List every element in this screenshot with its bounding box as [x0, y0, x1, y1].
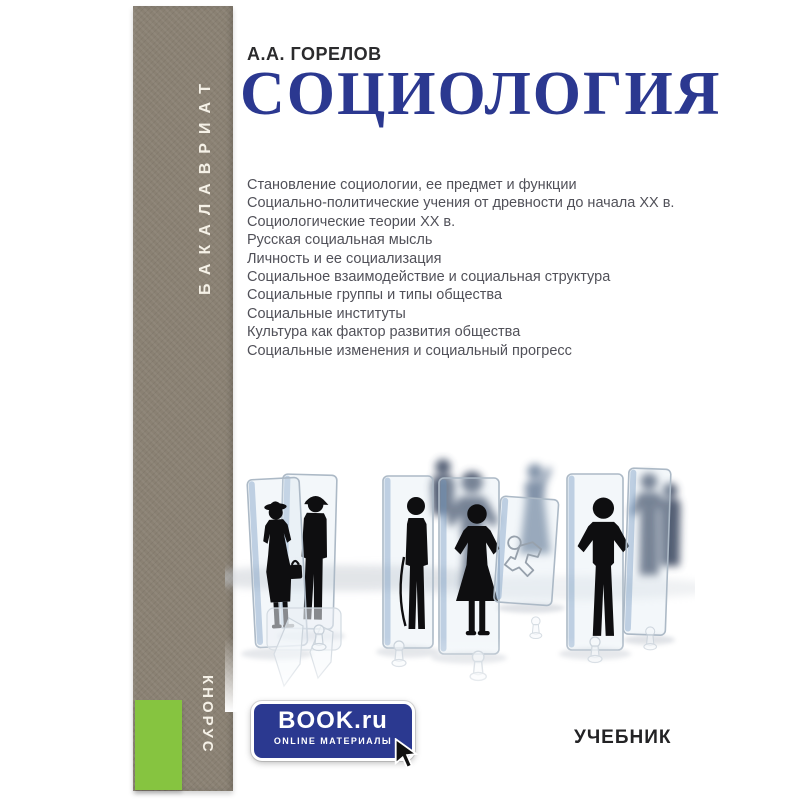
topic-item: Русская социальная мысль — [247, 232, 433, 249]
topic-item: Социальное взаимодействие и социальная структура — [247, 269, 611, 286]
publisher-green-block — [135, 700, 182, 790]
topic-item: Социальные изменения и социальный прогресс — [247, 342, 572, 359]
topic-item: Личность и ее социализация — [247, 250, 442, 267]
bookru-logo-text: BOOK.ru — [278, 707, 388, 734]
figure-panel — [623, 468, 671, 635]
topic-item: Социальные институты — [247, 305, 406, 322]
topic-item: Социально-политические учения от древности до начала XX в. — [247, 195, 675, 212]
bookru-badge — [251, 701, 415, 761]
book-spine — [133, 6, 233, 791]
author-name: А.А. ГОРЕЛОВ — [247, 44, 382, 64]
figure-panel — [567, 474, 629, 650]
cover-photo — [225, 412, 695, 712]
topic-item: Культура как фактор развития общества — [247, 324, 521, 341]
figure-panel — [383, 476, 433, 648]
topic-item: Социальные группы и типы общества — [247, 287, 503, 304]
publisher-label: КНОРУС — [199, 675, 216, 755]
book-title: СОЦИОЛОГИЯ — [240, 60, 722, 128]
edition-label: УЧЕБНИК — [574, 727, 672, 748]
topic-item: Становление социологии, ее предмет и функции — [247, 177, 577, 193]
cursor-icon — [392, 738, 420, 770]
topic-list — [247, 176, 687, 360]
figure-panel — [494, 496, 559, 606]
series-label: БАКАЛАВРИАТ — [197, 75, 214, 295]
bookru-subtitle: ONLINE МАТЕРИАЛЫ — [273, 736, 393, 746]
topic-item: Социологические теории XX в. — [247, 213, 456, 230]
figure-panel — [439, 478, 500, 654]
